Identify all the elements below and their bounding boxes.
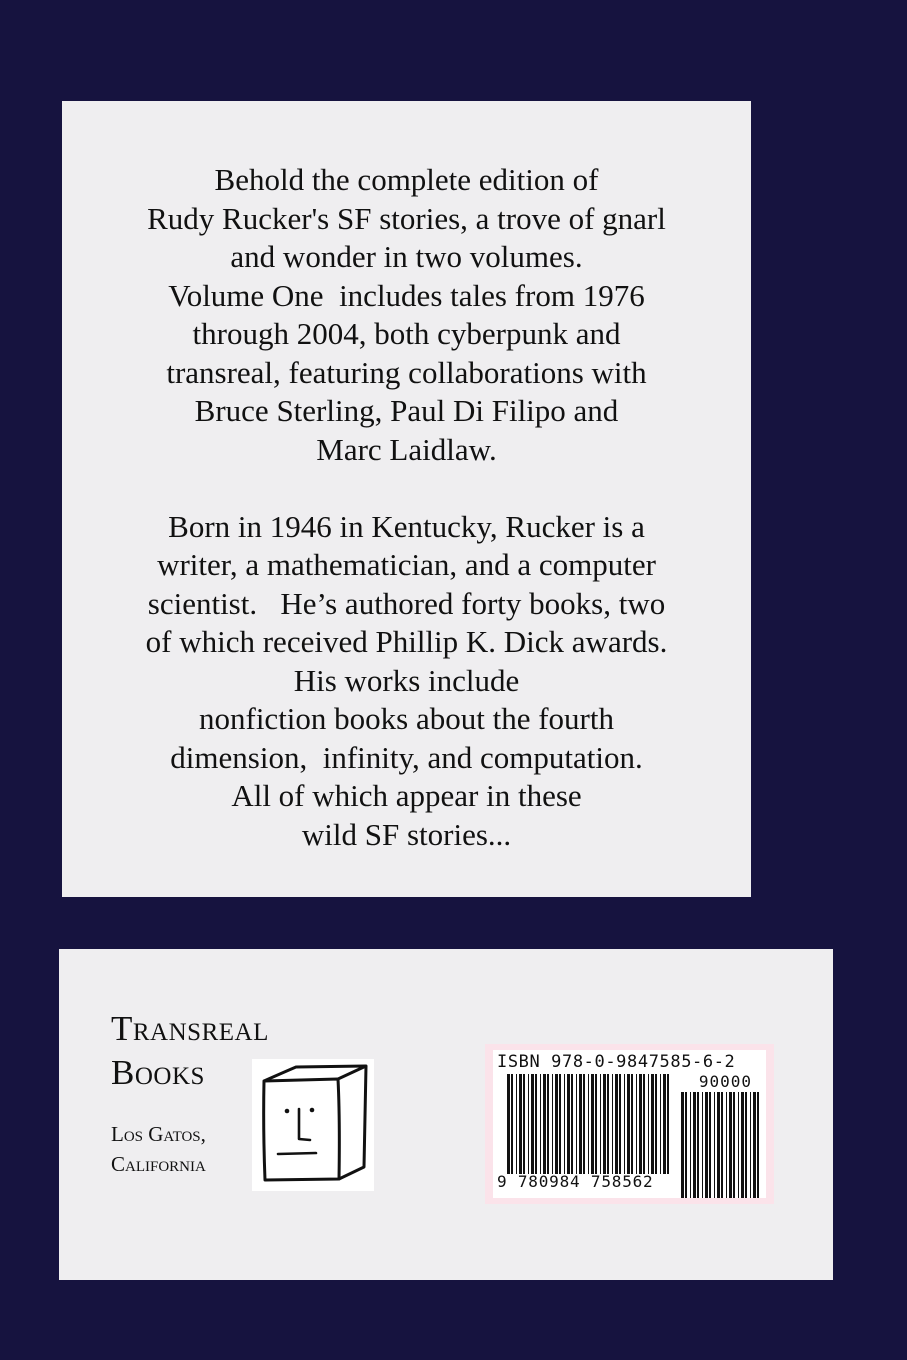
blurb-line: through 2004, both cyberpunk and bbox=[192, 316, 621, 351]
addon-bar bbox=[685, 1092, 687, 1198]
bio-line: All of which appear in these bbox=[231, 778, 582, 813]
addon-bar bbox=[738, 1092, 739, 1198]
publisher-name-line2: Books bbox=[111, 1053, 205, 1092]
addon-bar bbox=[741, 1092, 744, 1198]
addon-bar bbox=[681, 1092, 684, 1198]
barcode-frame bbox=[485, 1044, 774, 1204]
ean-digits: 9 780984 758562 bbox=[497, 1172, 654, 1191]
bio-line: writer, a mathematician, and a computer bbox=[157, 547, 656, 582]
addon-bar bbox=[705, 1092, 708, 1198]
addon-bar bbox=[693, 1092, 696, 1198]
addon-bar bbox=[745, 1092, 747, 1198]
bio-line: Born in 1946 in Kentucky, Rucker is a bbox=[168, 508, 645, 544]
bio-line: of which received Phillip K. Dick awards. bbox=[145, 624, 668, 659]
bio-line: nonfiction books about the fourth bbox=[199, 701, 614, 736]
addon-bar bbox=[702, 1092, 703, 1198]
blurb-line: transreal, featuring collaborations with bbox=[166, 354, 647, 390]
isbn-label: ISBN 978-0-9847585-6-2 bbox=[497, 1052, 736, 1072]
addon-bar bbox=[726, 1092, 727, 1198]
publisher-name bbox=[111, 1007, 269, 1095]
blurb-text bbox=[62, 161, 751, 854]
addon-bar bbox=[753, 1092, 756, 1198]
paragraph-gap bbox=[62, 469, 751, 508]
bio-line: wild SF stories... bbox=[301, 816, 512, 852]
publisher-location-line1: Los Gatos, bbox=[111, 1122, 206, 1146]
bio-line: dimension, infinity, and computation. bbox=[170, 739, 643, 775]
blurb-line: Behold the complete edition of bbox=[214, 162, 599, 197]
addon-bar bbox=[733, 1092, 735, 1198]
addon-bar bbox=[690, 1092, 691, 1198]
publisher-panel bbox=[59, 949, 833, 1280]
addon-bar bbox=[714, 1092, 715, 1198]
publisher-location bbox=[111, 1119, 206, 1179]
blurb-line: and wonder in two volumes. bbox=[230, 239, 583, 274]
blurb-line: Bruce Sterling, Paul Di Filipo and bbox=[194, 393, 619, 428]
blurb-line: Marc Laidlaw. bbox=[316, 431, 497, 467]
addon-bar bbox=[757, 1092, 759, 1198]
addon-bar bbox=[750, 1092, 751, 1198]
bio-line: scientist. He’s authored forty books, two bbox=[147, 585, 666, 621]
price-code: 90000 bbox=[698, 1072, 752, 1091]
addon-bar bbox=[709, 1092, 711, 1198]
addon-bar bbox=[717, 1092, 720, 1198]
blurb-line: Rudy Rucker's SF stories, a trove of gnarl bbox=[147, 200, 666, 236]
bio-line: His works include bbox=[293, 662, 520, 698]
publisher-name-line1: Transreal bbox=[111, 1009, 269, 1048]
blurb-line: Volume One includes tales from 1976 bbox=[168, 277, 645, 313]
addon-bar bbox=[697, 1092, 699, 1198]
book-face-icon bbox=[252, 1059, 374, 1191]
barcode bbox=[493, 1050, 766, 1198]
publisher-logo bbox=[252, 1059, 374, 1191]
addon-bar bbox=[729, 1092, 732, 1198]
publisher-location-line2: California bbox=[111, 1152, 206, 1176]
addon-bar bbox=[721, 1092, 723, 1198]
blurb-panel bbox=[62, 101, 751, 897]
